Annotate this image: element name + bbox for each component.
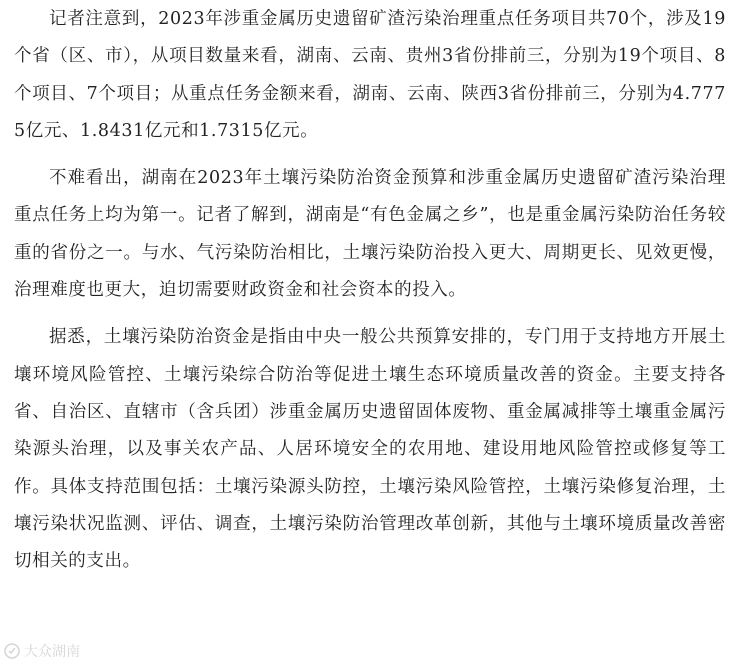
- watermark-text: 大众湖南: [24, 644, 80, 660]
- paragraph-3: 据悉，土壤污染防治资金是指由中央一般公共预算安排的，专门用于支持地方开展土壤环境风险管控、土壤污染综合防治等促进土壤生态环境质量改善的资金。主要支持各省、自治区、直辖市（含兵团）涉重金属历史遗留固体废物、重金属减排等土壤重金属污染源头治理，以及事关农产品、人居环境安全的农用地、建设用地风险管控或修复等工作。具体支持范围包括：土壤污染源头防控，土壤污染风险管控，土壤污染修复治理，土壤污染状况监测、评估、调查，土壤污染防治管理改革创新，其他与土壤环境质量改善密切相关的支出。: [14, 327, 726, 572]
- paragraph-2: 不难看出，湖南在2023年土壤污染防治资金预算和涉重金属历史遗留矿渣污染治理重点任务上均为第一。记者了解到，湖南是“有色金属之乡”，也是重金属污染防治任务较重的省份之一。与水、气污染防治相比，土壤污染防治投入更大、周期更长、见效更慢，治理难度也更大，迫切需要财政资金和社会资本的投入。: [14, 168, 726, 301]
- article-body: [14, 0, 726, 580]
- logo-icon: [4, 643, 20, 659]
- watermark: [4, 641, 80, 661]
- paragraph-1: 记者注意到，2023年涉重金属历史遗留矿渣污染治理重点任务项目共70个，涉及19个省（区、市），从项目数量来看，湖南、云南、贵州3省份排前三，分别为19个项目、8个项目、7个项目；从重点任务金额来看，湖南、云南、陕西3省份排前三，分别为4.7775亿元、1.8431亿元和1.7315亿元。: [14, 9, 726, 141]
